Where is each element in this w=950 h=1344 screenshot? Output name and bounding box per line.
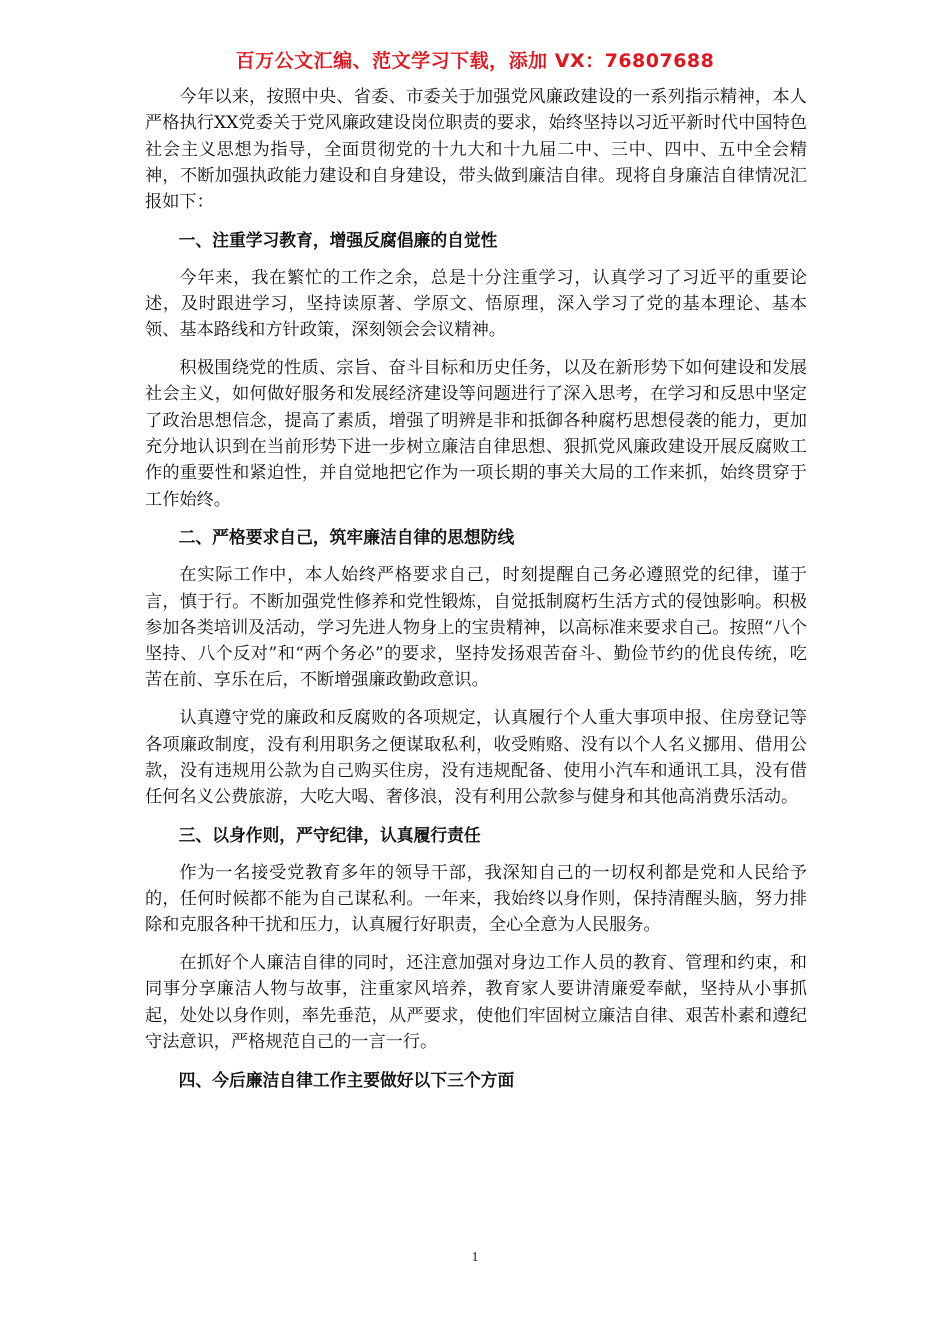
paragraph: 在抓好个人廉洁自律的同时，还注意加强对身边工作人员的教育、管理和约束，和同事分享廉洁人物与故事，注重家风培养，教育家人要讲清廉爱奉献，坚持从小事抓起，处处以身作则，率先垂范，从严要求，使他们牢固树立廉洁自律、艰苦朴素和遵纪守法意识，严格规范自己的一言一行。 xyxy=(145,953,807,1052)
paragraph: 在实际工作中，本人始终严格要求自己，时刻提醒自己务必遵照党的纪律，谨于言，慎于行。不断加强党性修养和党性锻炼，自觉抵制腐朽生活方式的侵蚀影响。积极参加各类培训及活动，学习先进人物身上的宝贵精神，以高标准来要求自己。按照“八个坚持、八个反对”和“两个务必”的要求，坚持发扬艰苦奋斗、勤俭节约的优良传统，吃苦在前、享乐在后，不断增强廉政勤政意识。 xyxy=(145,565,807,691)
document-body xyxy=(145,84,807,1105)
section-heading-3: 三、以身作则，严守纪律，认真履行责任 xyxy=(178,824,481,845)
paragraph: 积极围绕党的性质、宗旨、奋斗目标和历史任务，以及在新形势下如何建设和发展社会主义，如何做好服务和发展经济建设等问题进行了深入思考，在学习和反思中坚定了政治思想信念，提高了素质，增强了明辨是非和抵御各种腐朽思想侵袭的能力，更加充分地认识到在当前形势下进一步树立廉洁自律思想、狠抓党风廉政建设开展反腐败工作的重要性和紧迫性，并自觉地把它作为一项长期的事关大局的工作来抓，始终贯穿于工作始终。 xyxy=(145,358,807,510)
paragraph-intro: 今年以来，按照中央、省委、市委关于加强党风廉政建设的一系列指示精神，本人严格执行XX党委关于党风廉政建设岗位职责的要求，始终坚持以习近平新时代中国特色社会主义思想为指导，全面贯彻党的十九大和十九届二中、三中、四中、五中全会精神，不断加强执政能力建设和自身建设，带头做到廉洁自律。现将自身廉洁自律情况汇报如下： xyxy=(145,87,807,213)
page-number: 1 xyxy=(471,1250,479,1265)
paragraph: 作为一名接受党教育多年的领导干部，我深知自己的一切权利都是党和人民给予的，任何时候都不能为自己谋私利。一年来，我始终以身作则，保持清醒头脑，努力排除和克服各种干扰和压力，认真履行好职责，全心全意为人民服务。 xyxy=(145,862,807,936)
section-heading-4: 四、今后廉洁自律工作主要做好以下三个方面 xyxy=(178,1069,515,1090)
section-heading-2: 二、严格要求自己，筑牢廉洁自律的思想防线 xyxy=(178,527,515,548)
paragraph: 今年来，我在繁忙的工作之余，总是十分注重学习，认真学习了习近平的重要论述，及时跟进学习，坚持读原著、学原文、悟原理，深入学习了党的基本理论、基本领、基本路线和方针政策，深刻领会会议精神。 xyxy=(145,267,807,341)
paragraph: 认真遵守党的廉政和反腐败的各项规定，认真履行个人重大事项申报、住房登记等各项廉政制度，没有利用职务之便谋取私利，收受贿赂、没有以个人名义挪用、借用公款，没有违规用公款为自己购买住房，没有违规配备、使用小汽车和通讯工具，没有借任何名义公费旅游，大吃大喝、奢侈浪，没有利用公款参与健身和其他高消费乐活动。 xyxy=(145,708,807,808)
watermark-banner: 百万公文汇编、范文学习下载，添加 VX：76807688 xyxy=(235,50,715,72)
section-heading-1: 一、注重学习教育，增强反腐倡廉的自觉性 xyxy=(178,229,498,250)
